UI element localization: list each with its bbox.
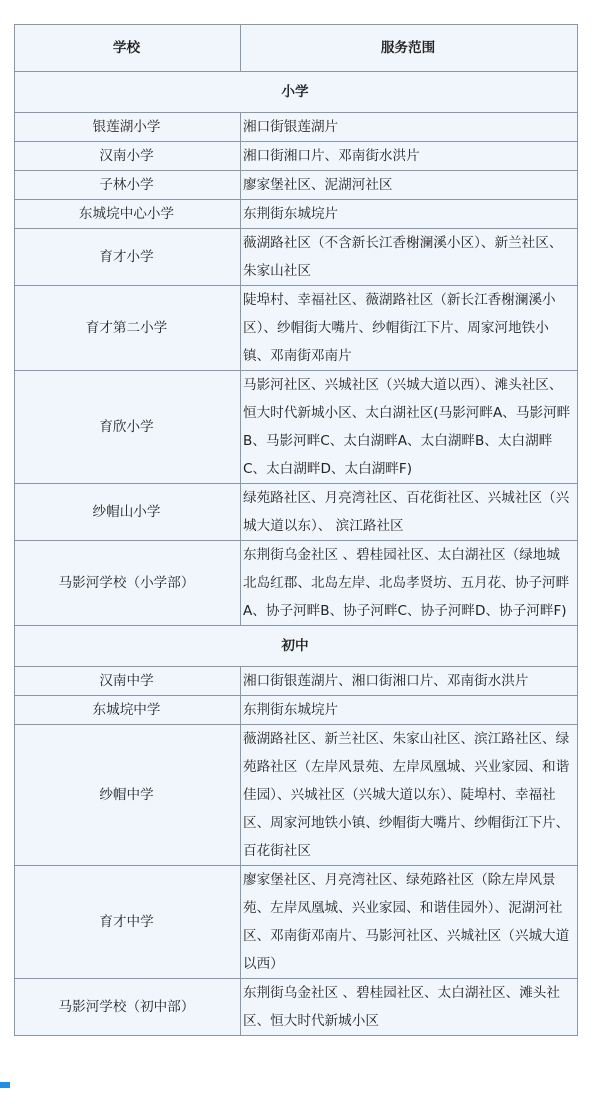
- bottom-accent-mark: [0, 1082, 10, 1088]
- school-name: 子林小学: [15, 171, 241, 200]
- section-title: 小学: [15, 72, 578, 113]
- school-name: 东城垸中学: [15, 696, 241, 725]
- school-name: 马影河学校（初中部）: [15, 979, 241, 1036]
- table-row: [15, 200, 578, 229]
- table-row: [15, 725, 578, 866]
- service-range: 湘口街银莲湖片、湘口街湘口片、邓南街水洪片: [241, 667, 578, 696]
- table-row: [15, 286, 578, 371]
- service-range: 廖家堡社区、月亮湾社区、绿苑路社区（除左岸风景苑、左岸凤凰城、兴业家园、和谐佳园外）、泥湖河社区、邓南街邓南片、马影河社区、兴城社区（兴城大道以西）: [241, 866, 578, 979]
- table-row: [15, 371, 578, 484]
- service-range: 薇湖路社区、新兰社区、朱家山社区、滨江路社区、绿苑路社区（左岸风景苑、左岸凤凰城、兴业家园、和谐佳园）、兴城社区（兴城大道以东）、陡埠村、幸福社区、周家河地铁小镇、纱帽街大嘴片、纱帽街江下片、百花街社区: [241, 725, 578, 866]
- service-range: 陡埠村、幸福社区、薇湖路社区（新长江香榭澜溪小区）、纱帽街大嘴片、纱帽街江下片、周家河地铁小镇、邓南街邓南片: [241, 286, 578, 371]
- school-name: 纱帽中学: [15, 725, 241, 866]
- school-name: 东城垸中心小学: [15, 200, 241, 229]
- service-range: 东荆街东城垸片: [241, 200, 578, 229]
- school-name: 育才小学: [15, 229, 241, 286]
- school-name: 汉南小学: [15, 142, 241, 171]
- school-name: 育才中学: [15, 866, 241, 979]
- service-range: 湘口街湘口片、邓南街水洪片: [241, 142, 578, 171]
- service-range: 东荆街乌金社区 、碧桂园社区、太白湖社区、滩头社区、恒大时代新城小区: [241, 979, 578, 1036]
- header-school: 学校: [15, 25, 241, 72]
- service-range: 廖家堡社区、泥湖河社区: [241, 171, 578, 200]
- table-body: [15, 72, 578, 1036]
- table-row: [15, 229, 578, 286]
- school-name: 马影河学校（小学部）: [15, 541, 241, 626]
- table-row: [15, 142, 578, 171]
- service-range: 绿苑路社区、月亮湾社区、百花街社区、兴城社区（兴城大道以东）、 滨江路社区: [241, 484, 578, 541]
- service-range: 湘口街银莲湖片: [241, 113, 578, 142]
- table-row: [15, 541, 578, 626]
- section-title: 初中: [15, 626, 578, 667]
- school-name: 银莲湖小学: [15, 113, 241, 142]
- table-row: [15, 979, 578, 1036]
- service-range: 马影河社区、兴城社区（兴城大道以西）、滩头社区、恒大时代新城小区、太白湖社区(马影河畔A、马影河畔B、马影河畔C、太白湖畔A、太白湖畔B、太白湖畔C、太白湖畔D、太白湖畔F): [241, 371, 578, 484]
- header-range: 服务范围: [241, 25, 578, 72]
- service-range: 薇湖路社区（不含新长江香榭澜溪小区）、新兰社区、朱家山社区: [241, 229, 578, 286]
- table-row: [15, 171, 578, 200]
- school-name: 汉南中学: [15, 667, 241, 696]
- table-row: [15, 113, 578, 142]
- table-row: [15, 484, 578, 541]
- school-district-table: [14, 24, 578, 1036]
- service-range: 东荆街东城垸片: [241, 696, 578, 725]
- school-name: 育欣小学: [15, 371, 241, 484]
- school-name: 纱帽山小学: [15, 484, 241, 541]
- table-row: [15, 696, 578, 725]
- header-row: [15, 25, 578, 72]
- section-row-primary: [15, 72, 578, 113]
- school-name: 育才第二小学: [15, 286, 241, 371]
- section-row-junior: [15, 626, 578, 667]
- table-row: [15, 667, 578, 696]
- table-row: [15, 866, 578, 979]
- service-range: 东荆街乌金社区 、碧桂园社区、太白湖社区（绿地城北岛红郡、北岛左岸、北岛孝贤坊、五月花、协子河畔A、协子河畔B、协子河畔C、协子河畔D、协子河畔F): [241, 541, 578, 626]
